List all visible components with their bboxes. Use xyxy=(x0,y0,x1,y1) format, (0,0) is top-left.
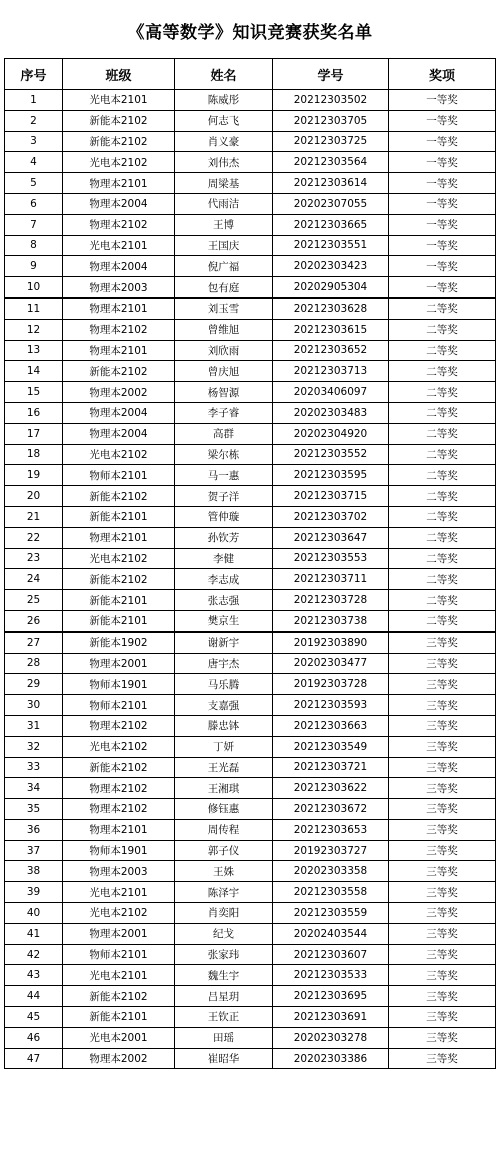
table-row xyxy=(5,840,496,861)
cell-award: 三等奖 xyxy=(389,653,496,674)
cell-award: 三等奖 xyxy=(389,882,496,903)
table-row xyxy=(5,923,496,944)
table-row xyxy=(5,361,496,382)
cell-award: 三等奖 xyxy=(389,923,496,944)
cell-name: 刘伟杰 xyxy=(175,152,273,173)
cell-name: 樊京生 xyxy=(175,610,273,631)
cell-award: 三等奖 xyxy=(389,799,496,820)
cell-index: 43 xyxy=(5,965,63,986)
cell-class: 物理本2002 xyxy=(63,382,175,403)
table-row xyxy=(5,548,496,569)
table-row xyxy=(5,277,496,298)
table-row xyxy=(5,944,496,965)
cell-name: 何志飞 xyxy=(175,110,273,131)
cell-class: 物理本2004 xyxy=(63,402,175,423)
cell-name: 王博 xyxy=(175,214,273,235)
table-row xyxy=(5,861,496,882)
cell-award: 二等奖 xyxy=(389,486,496,507)
table-row xyxy=(5,736,496,757)
cell-index: 4 xyxy=(5,152,63,173)
cell-student-id: 20202303477 xyxy=(273,653,389,674)
cell-index: 31 xyxy=(5,715,63,736)
cell-award: 一等奖 xyxy=(389,131,496,152)
cell-award: 三等奖 xyxy=(389,736,496,757)
cell-award: 一等奖 xyxy=(389,173,496,194)
cell-index: 20 xyxy=(5,486,63,507)
cell-name: 崔昭华 xyxy=(175,1048,273,1069)
table-row xyxy=(5,214,496,235)
table-row xyxy=(5,695,496,716)
cell-class: 新能本2102 xyxy=(63,131,175,152)
cell-name: 曾维旭 xyxy=(175,319,273,340)
cell-name: 陈泽宇 xyxy=(175,882,273,903)
cell-index: 1 xyxy=(5,90,63,111)
cell-index: 27 xyxy=(5,632,63,653)
cell-name: 李志成 xyxy=(175,569,273,590)
cell-index: 8 xyxy=(5,235,63,256)
table-row xyxy=(5,193,496,214)
cell-class: 新能本2101 xyxy=(63,590,175,611)
cell-award: 二等奖 xyxy=(389,548,496,569)
cell-name: 王湘琪 xyxy=(175,778,273,799)
cell-class: 光电本2101 xyxy=(63,235,175,256)
cell-award: 三等奖 xyxy=(389,986,496,1007)
cell-award: 二等奖 xyxy=(389,465,496,486)
cell-index: 9 xyxy=(5,256,63,277)
table-row xyxy=(5,382,496,403)
cell-index: 34 xyxy=(5,778,63,799)
cell-award: 二等奖 xyxy=(389,319,496,340)
cell-student-id: 20212303738 xyxy=(273,610,389,631)
cell-name: 刘玉雪 xyxy=(175,298,273,319)
cell-index: 25 xyxy=(5,590,63,611)
cell-class: 物理本2102 xyxy=(63,778,175,799)
cell-name: 马乐腾 xyxy=(175,674,273,695)
table-row xyxy=(5,423,496,444)
cell-award: 三等奖 xyxy=(389,840,496,861)
table-row xyxy=(5,715,496,736)
table-row xyxy=(5,653,496,674)
cell-award: 二等奖 xyxy=(389,610,496,631)
cell-student-id: 20212303502 xyxy=(273,90,389,111)
table-row xyxy=(5,1027,496,1048)
cell-student-id: 20212303695 xyxy=(273,986,389,1007)
cell-name: 王光磊 xyxy=(175,757,273,778)
cell-name: 支嘉强 xyxy=(175,695,273,716)
cell-class: 物理本2101 xyxy=(63,173,175,194)
table-row xyxy=(5,444,496,465)
cell-class: 新能本2101 xyxy=(63,610,175,631)
cell-class: 物理本2102 xyxy=(63,715,175,736)
table-header-row xyxy=(5,59,496,90)
cell-class: 物理本2001 xyxy=(63,923,175,944)
cell-class: 光电本2101 xyxy=(63,965,175,986)
cell-award: 三等奖 xyxy=(389,632,496,653)
cell-index: 6 xyxy=(5,193,63,214)
cell-index: 32 xyxy=(5,736,63,757)
cell-class: 物理本2002 xyxy=(63,1048,175,1069)
cell-student-id: 20203406097 xyxy=(273,382,389,403)
cell-student-id: 20212303552 xyxy=(273,444,389,465)
cell-award: 二等奖 xyxy=(389,527,496,548)
cell-student-id: 20212303622 xyxy=(273,778,389,799)
cell-name: 王姝 xyxy=(175,861,273,882)
cell-class: 光电本2102 xyxy=(63,548,175,569)
cell-name: 吕星玥 xyxy=(175,986,273,1007)
cell-class: 物理本2001 xyxy=(63,653,175,674)
cell-name: 代雨洁 xyxy=(175,193,273,214)
cell-award: 三等奖 xyxy=(389,1027,496,1048)
cell-student-id: 20202905304 xyxy=(273,277,389,298)
cell-student-id: 20202303278 xyxy=(273,1027,389,1048)
table-row xyxy=(5,674,496,695)
cell-name: 李子睿 xyxy=(175,402,273,423)
cell-class: 光电本2001 xyxy=(63,1027,175,1048)
cell-award: 三等奖 xyxy=(389,944,496,965)
cell-index: 17 xyxy=(5,423,63,444)
table-row xyxy=(5,757,496,778)
cell-index: 2 xyxy=(5,110,63,131)
cell-index: 24 xyxy=(5,569,63,590)
cell-name: 高群 xyxy=(175,423,273,444)
cell-class: 光电本2102 xyxy=(63,152,175,173)
cell-student-id: 20202403544 xyxy=(273,923,389,944)
column-header-class: 班级 xyxy=(63,59,175,90)
table-body xyxy=(5,90,496,1069)
cell-award: 三等奖 xyxy=(389,861,496,882)
cell-index: 40 xyxy=(5,903,63,924)
cell-student-id: 20212303721 xyxy=(273,757,389,778)
column-header-award: 奖项 xyxy=(389,59,496,90)
table-row xyxy=(5,965,496,986)
cell-student-id: 20212303647 xyxy=(273,527,389,548)
cell-class: 新能本2102 xyxy=(63,986,175,1007)
cell-index: 37 xyxy=(5,840,63,861)
cell-name: 梁尔栋 xyxy=(175,444,273,465)
cell-award: 一等奖 xyxy=(389,90,496,111)
cell-award: 一等奖 xyxy=(389,110,496,131)
cell-student-id: 20212303711 xyxy=(273,569,389,590)
cell-award: 一等奖 xyxy=(389,193,496,214)
cell-index: 11 xyxy=(5,298,63,319)
cell-class: 光电本2102 xyxy=(63,903,175,924)
cell-index: 13 xyxy=(5,340,63,361)
cell-student-id: 20202303386 xyxy=(273,1048,389,1069)
cell-index: 14 xyxy=(5,361,63,382)
cell-index: 15 xyxy=(5,382,63,403)
cell-index: 45 xyxy=(5,1007,63,1028)
cell-name: 张家玮 xyxy=(175,944,273,965)
cell-index: 21 xyxy=(5,506,63,527)
cell-class: 物理本2102 xyxy=(63,319,175,340)
cell-student-id: 20212303725 xyxy=(273,131,389,152)
table-row xyxy=(5,527,496,548)
cell-name: 张志强 xyxy=(175,590,273,611)
cell-index: 47 xyxy=(5,1048,63,1069)
cell-award: 三等奖 xyxy=(389,778,496,799)
table-row xyxy=(5,1048,496,1069)
cell-student-id: 20212303607 xyxy=(273,944,389,965)
table-row xyxy=(5,235,496,256)
cell-award: 三等奖 xyxy=(389,695,496,716)
cell-class: 物理本2101 xyxy=(63,527,175,548)
cell-name: 郭子仪 xyxy=(175,840,273,861)
cell-award: 一等奖 xyxy=(389,214,496,235)
cell-index: 3 xyxy=(5,131,63,152)
cell-class: 新能本2101 xyxy=(63,1007,175,1028)
cell-index: 10 xyxy=(5,277,63,298)
cell-name: 肖奕阳 xyxy=(175,903,273,924)
cell-award: 二等奖 xyxy=(389,298,496,319)
cell-class: 物理本2004 xyxy=(63,423,175,444)
cell-index: 38 xyxy=(5,861,63,882)
cell-class: 新能本2102 xyxy=(63,361,175,382)
cell-index: 22 xyxy=(5,527,63,548)
table-row xyxy=(5,173,496,194)
cell-award: 三等奖 xyxy=(389,715,496,736)
cell-index: 26 xyxy=(5,610,63,631)
cell-award: 二等奖 xyxy=(389,402,496,423)
cell-class: 新能本1902 xyxy=(63,632,175,653)
table-row xyxy=(5,256,496,277)
cell-award: 一等奖 xyxy=(389,235,496,256)
cell-name: 魏生宇 xyxy=(175,965,273,986)
table-row xyxy=(5,819,496,840)
cell-award: 一等奖 xyxy=(389,256,496,277)
cell-index: 46 xyxy=(5,1027,63,1048)
cell-award: 一等奖 xyxy=(389,152,496,173)
cell-award: 二等奖 xyxy=(389,569,496,590)
cell-student-id: 20212303559 xyxy=(273,903,389,924)
cell-index: 28 xyxy=(5,653,63,674)
cell-name: 王国庆 xyxy=(175,235,273,256)
cell-class: 物理本2102 xyxy=(63,799,175,820)
cell-index: 29 xyxy=(5,674,63,695)
cell-student-id: 20212303672 xyxy=(273,799,389,820)
cell-class: 物理本2101 xyxy=(63,340,175,361)
table-row xyxy=(5,152,496,173)
cell-index: 30 xyxy=(5,695,63,716)
cell-class: 物理本2004 xyxy=(63,256,175,277)
cell-award: 二等奖 xyxy=(389,506,496,527)
cell-award: 二等奖 xyxy=(389,590,496,611)
cell-student-id: 20212303728 xyxy=(273,590,389,611)
table-row xyxy=(5,90,496,111)
table-row xyxy=(5,610,496,631)
cell-index: 19 xyxy=(5,465,63,486)
cell-name: 刘欣雨 xyxy=(175,340,273,361)
cell-award: 二等奖 xyxy=(389,382,496,403)
cell-name: 贺子洋 xyxy=(175,486,273,507)
table-row xyxy=(5,1007,496,1028)
cell-index: 16 xyxy=(5,402,63,423)
cell-name: 李健 xyxy=(175,548,273,569)
cell-class: 物师本2101 xyxy=(63,944,175,965)
cell-class: 物理本2102 xyxy=(63,214,175,235)
cell-index: 44 xyxy=(5,986,63,1007)
cell-student-id: 20212303553 xyxy=(273,548,389,569)
cell-student-id: 20212303533 xyxy=(273,965,389,986)
cell-student-id: 20212303702 xyxy=(273,506,389,527)
cell-index: 41 xyxy=(5,923,63,944)
cell-name: 唐宇杰 xyxy=(175,653,273,674)
cell-award: 三等奖 xyxy=(389,674,496,695)
cell-student-id: 20212303549 xyxy=(273,736,389,757)
table-row xyxy=(5,590,496,611)
cell-award: 三等奖 xyxy=(389,903,496,924)
column-header-student-id: 学号 xyxy=(273,59,389,90)
cell-class: 光电本2101 xyxy=(63,90,175,111)
cell-student-id: 20212303652 xyxy=(273,340,389,361)
cell-award: 一等奖 xyxy=(389,277,496,298)
cell-student-id: 20202303358 xyxy=(273,861,389,882)
cell-name: 陈威彤 xyxy=(175,90,273,111)
cell-index: 39 xyxy=(5,882,63,903)
cell-class: 物师本2101 xyxy=(63,695,175,716)
table-row xyxy=(5,298,496,319)
table-row xyxy=(5,569,496,590)
cell-index: 18 xyxy=(5,444,63,465)
cell-name: 滕忠钵 xyxy=(175,715,273,736)
table-row xyxy=(5,632,496,653)
column-header-name: 姓名 xyxy=(175,59,273,90)
cell-class: 新能本2102 xyxy=(63,486,175,507)
cell-name: 周传程 xyxy=(175,819,273,840)
cell-student-id: 20212303551 xyxy=(273,235,389,256)
table-row xyxy=(5,799,496,820)
cell-class: 新能本2101 xyxy=(63,506,175,527)
cell-student-id: 20212303715 xyxy=(273,486,389,507)
table-row xyxy=(5,110,496,131)
cell-student-id: 20202303423 xyxy=(273,256,389,277)
cell-student-id: 20202304920 xyxy=(273,423,389,444)
cell-class: 物师本1901 xyxy=(63,674,175,695)
cell-name: 管仲璇 xyxy=(175,506,273,527)
table-row xyxy=(5,506,496,527)
cell-student-id: 20212303705 xyxy=(273,110,389,131)
table-row xyxy=(5,319,496,340)
cell-class: 新能本2102 xyxy=(63,569,175,590)
cell-student-id: 20212303628 xyxy=(273,298,389,319)
cell-student-id: 20212303663 xyxy=(273,715,389,736)
cell-student-id: 20202307055 xyxy=(273,193,389,214)
cell-class: 物师本1901 xyxy=(63,840,175,861)
table-row xyxy=(5,402,496,423)
cell-class: 光电本2102 xyxy=(63,736,175,757)
cell-award: 三等奖 xyxy=(389,1048,496,1069)
cell-index: 33 xyxy=(5,757,63,778)
cell-name: 马一惠 xyxy=(175,465,273,486)
cell-class: 新能本2102 xyxy=(63,757,175,778)
cell-index: 35 xyxy=(5,799,63,820)
award-table xyxy=(4,58,496,1069)
cell-name: 丁妍 xyxy=(175,736,273,757)
cell-award: 三等奖 xyxy=(389,965,496,986)
cell-class: 物理本2003 xyxy=(63,861,175,882)
cell-student-id: 20212303653 xyxy=(273,819,389,840)
column-header-index: 序号 xyxy=(5,59,63,90)
cell-name: 杨智源 xyxy=(175,382,273,403)
cell-index: 12 xyxy=(5,319,63,340)
cell-name: 王钦正 xyxy=(175,1007,273,1028)
cell-award: 三等奖 xyxy=(389,1007,496,1028)
cell-student-id: 20212303564 xyxy=(273,152,389,173)
cell-name: 田瑶 xyxy=(175,1027,273,1048)
table-row xyxy=(5,486,496,507)
cell-class: 物理本2101 xyxy=(63,298,175,319)
cell-class: 物理本2003 xyxy=(63,277,175,298)
cell-name: 纪戈 xyxy=(175,923,273,944)
cell-student-id: 20192303890 xyxy=(273,632,389,653)
cell-award: 二等奖 xyxy=(389,444,496,465)
cell-student-id: 20212303615 xyxy=(273,319,389,340)
cell-student-id: 20212303595 xyxy=(273,465,389,486)
cell-award: 三等奖 xyxy=(389,757,496,778)
cell-name: 孙钦芳 xyxy=(175,527,273,548)
cell-student-id: 20212303558 xyxy=(273,882,389,903)
table-row xyxy=(5,903,496,924)
table-row xyxy=(5,131,496,152)
cell-class: 光电本2101 xyxy=(63,882,175,903)
table-row xyxy=(5,882,496,903)
cell-class: 物师本2101 xyxy=(63,465,175,486)
cell-index: 42 xyxy=(5,944,63,965)
cell-name: 倪广福 xyxy=(175,256,273,277)
cell-name: 包有庭 xyxy=(175,277,273,298)
cell-student-id: 20212303593 xyxy=(273,695,389,716)
cell-index: 36 xyxy=(5,819,63,840)
cell-award: 二等奖 xyxy=(389,361,496,382)
cell-student-id: 20212303691 xyxy=(273,1007,389,1028)
cell-name: 修钰惠 xyxy=(175,799,273,820)
cell-class: 物理本2101 xyxy=(63,819,175,840)
cell-name: 周梁基 xyxy=(175,173,273,194)
cell-student-id: 20202303483 xyxy=(273,402,389,423)
cell-award: 二等奖 xyxy=(389,423,496,444)
cell-student-id: 20212303665 xyxy=(273,214,389,235)
cell-award: 二等奖 xyxy=(389,340,496,361)
cell-student-id: 20212303614 xyxy=(273,173,389,194)
cell-index: 7 xyxy=(5,214,63,235)
cell-student-id: 20192303727 xyxy=(273,840,389,861)
cell-name: 曾庆旭 xyxy=(175,361,273,382)
cell-index: 5 xyxy=(5,173,63,194)
table-row xyxy=(5,986,496,1007)
cell-index: 23 xyxy=(5,548,63,569)
page-title: 《高等数学》知识竞赛获奖名单 xyxy=(127,23,373,43)
cell-class: 光电本2102 xyxy=(63,444,175,465)
table-row xyxy=(5,340,496,361)
cell-class: 新能本2102 xyxy=(63,110,175,131)
cell-award: 三等奖 xyxy=(389,819,496,840)
cell-class: 物理本2004 xyxy=(63,193,175,214)
cell-name: 谢新宇 xyxy=(175,632,273,653)
cell-student-id: 20212303713 xyxy=(273,361,389,382)
cell-name: 肖义豪 xyxy=(175,131,273,152)
cell-student-id: 20192303728 xyxy=(273,674,389,695)
table-row xyxy=(5,465,496,486)
table-row xyxy=(5,778,496,799)
